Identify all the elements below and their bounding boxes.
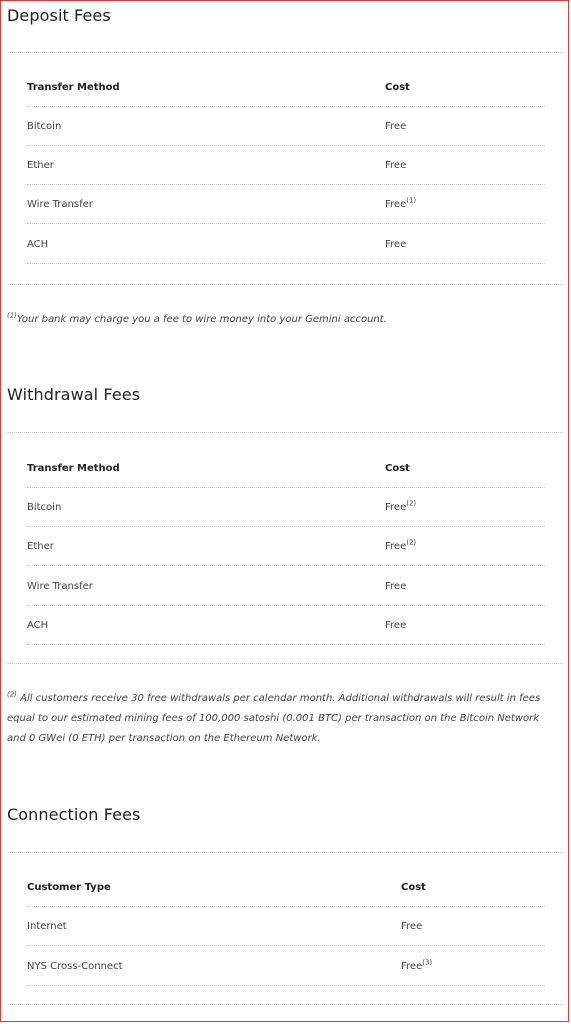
connection-fees-title: Connection Fees (7, 805, 141, 824)
row-method: Bitcoin (27, 502, 62, 513)
table-row (27, 107, 545, 146)
table-row (27, 225, 545, 264)
header-cost: Cost (401, 882, 426, 893)
withdrawal-footnote: $^{(2)}$ All customers receive 30 free withdrawals per calendar month. Additional withdrawals will result in fees equal to our estimated mining fees of 100,000 satoshi (0.001 BTC) per transaction on the Bitcoin Network and 0 GWei (0 ETH) per transaction on the Ethereum Network. (7, 690, 541, 744)
connection-divider (6, 852, 563, 853)
deposit-divider (6, 52, 563, 53)
row-method: ACH (27, 239, 49, 250)
row-cost: Free (385, 239, 407, 250)
table-row (27, 185, 545, 224)
header-cost: Cost (385, 463, 410, 474)
table-row (27, 488, 545, 527)
row-method: Ether (27, 541, 54, 552)
header-transfer-method: Transfer Method (27, 463, 120, 474)
row-cost: Free (385, 121, 407, 132)
row-method: Ether (27, 160, 54, 171)
deposit-fees-title: Deposit Fees (7, 6, 111, 25)
withdrawal-divider (6, 432, 563, 433)
header-cost: Cost (385, 82, 410, 93)
table-row (27, 527, 545, 566)
row-cost: Free$^{(2)}$ (385, 538, 417, 552)
connection-bottom-divider (6, 1004, 563, 1005)
row-cost: Free (385, 620, 407, 631)
row-customer-type: Internet (27, 921, 67, 932)
row-cost: Free$^{(3)}$ (401, 958, 433, 972)
deposit-footnote: $^{(1)}$Your bank may charge you a fee to wire money into your Gemini account. (7, 311, 387, 325)
connection-table-header (27, 868, 545, 907)
deposit-bottom-divider (6, 284, 563, 285)
table-row (27, 606, 545, 645)
table-row (27, 146, 545, 185)
withdrawal-table-header (27, 449, 545, 488)
row-customer-type: NYS Cross-Connect (27, 961, 123, 972)
row-cost: Free (401, 921, 423, 932)
table-row (27, 567, 545, 606)
row-cost: Free (385, 160, 407, 171)
row-method: Bitcoin (27, 121, 62, 132)
withdrawal-bottom-divider (6, 663, 563, 664)
row-cost: Free$^{(2)}$ (385, 499, 417, 513)
withdrawal-fees-title: Withdrawal Fees (7, 385, 141, 404)
deposit-table-header (27, 68, 545, 107)
table-row (27, 907, 545, 946)
row-method: Wire Transfer (27, 581, 93, 592)
row-method: Wire Transfer (27, 199, 93, 210)
row-cost: Free$^{(1)}$ (385, 196, 417, 210)
row-method: ACH (27, 620, 49, 631)
row-cost: Free (385, 581, 407, 592)
header-customer-type: Customer Type (27, 882, 111, 893)
table-row (27, 947, 545, 986)
header-transfer-method: Transfer Method (27, 82, 120, 93)
